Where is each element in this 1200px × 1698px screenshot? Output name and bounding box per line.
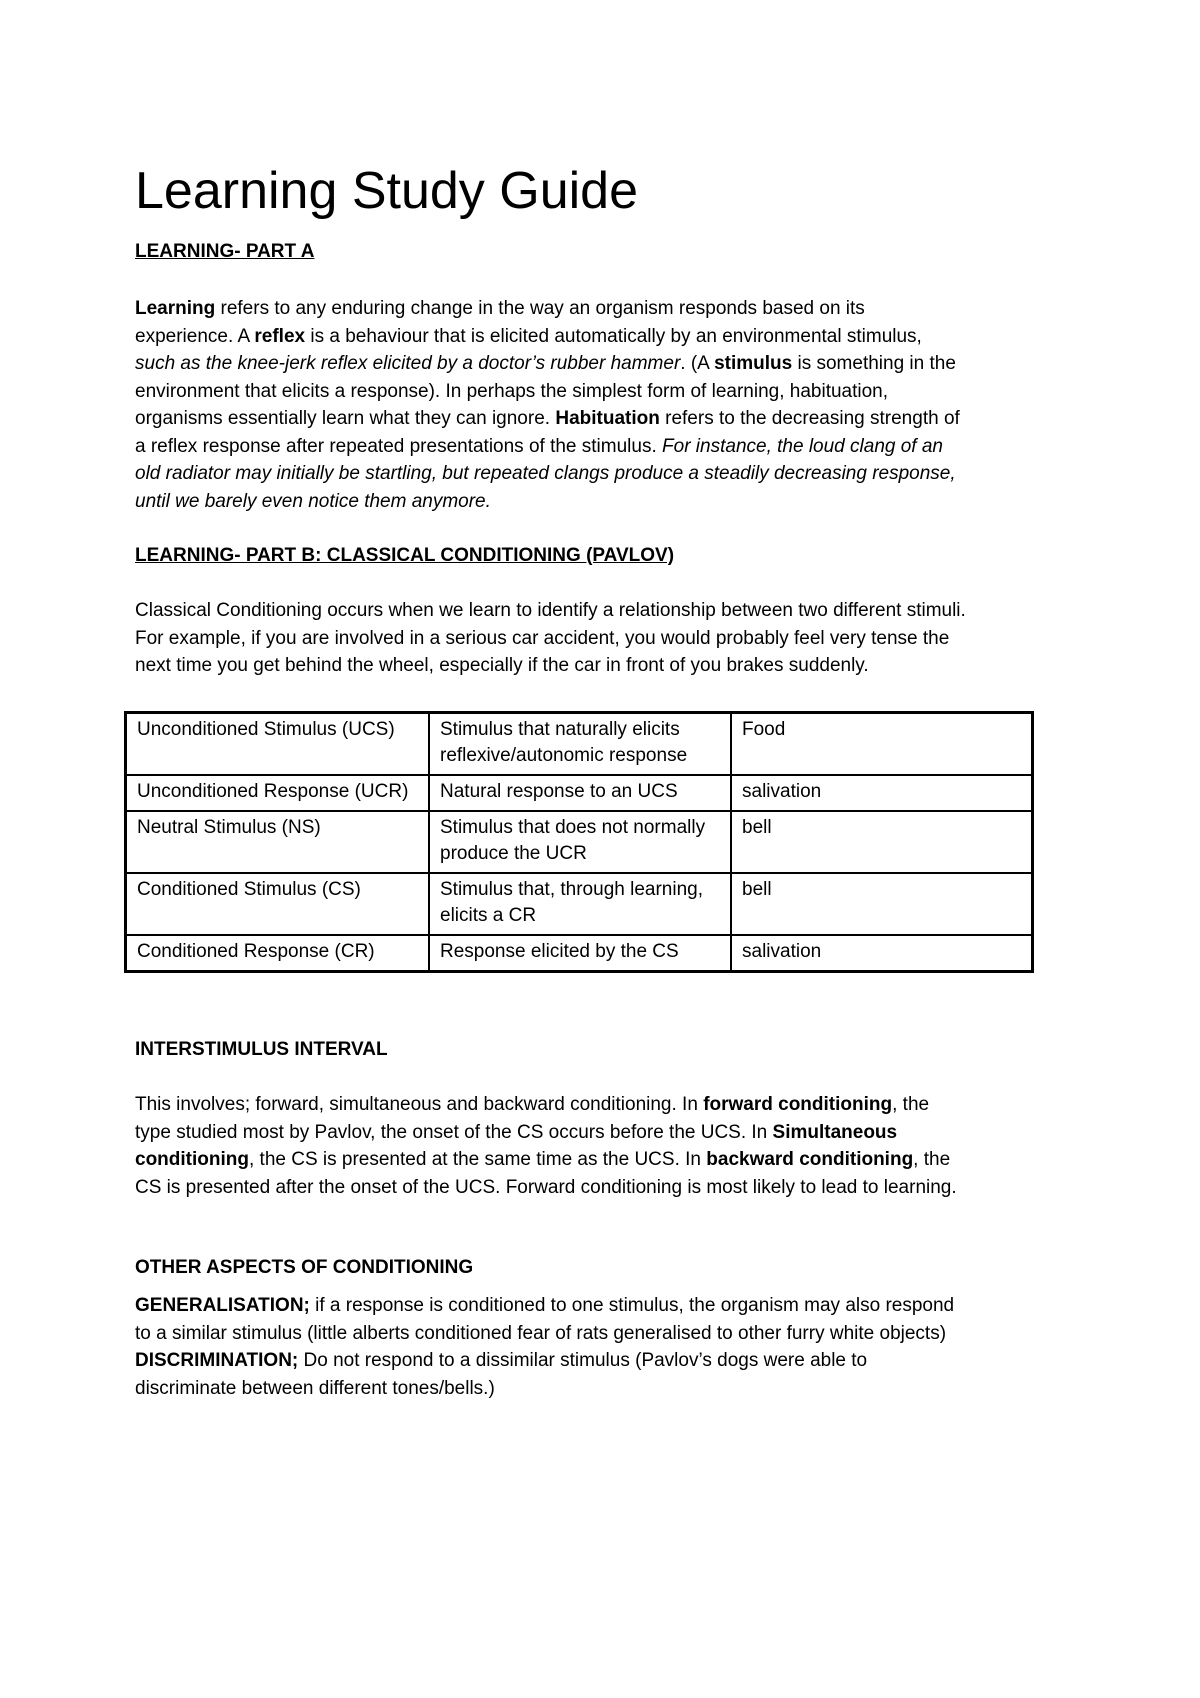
- section-heading-interstimulus-interval: INTERSTIMULUS INTERVAL: [135, 1038, 388, 1060]
- text-run: refers to the decreasing strength of a reflex response after repeated presentations of the stimulus.: [135, 408, 960, 457]
- table-cell-definition: Stimulus that does not normally produce the UCR: [429, 811, 731, 873]
- table-cell-term: Unconditioned Stimulus (UCS): [126, 713, 430, 776]
- paragraph-part-b: Classical Conditioning occurs when we learn to identify a relationship between two different stimuli. For example, if you are involved in a serious car accident, you would probably feel very tense the next time you get behind the wheel, especially if the car in front of you brakes suddenly.: [135, 600, 966, 676]
- document-title: Learning Study Guide: [135, 161, 639, 220]
- text-run: backward conditioning: [706, 1149, 914, 1170]
- generalisation-text: [135, 1292, 967, 1347]
- conditioning-terms-table: [124, 711, 1034, 973]
- table-cell-term: Neutral Stimulus (NS): [126, 811, 430, 873]
- text-run: GENERALISATION;: [135, 1295, 310, 1316]
- table-cell-term: Conditioned Stimulus (CS): [126, 873, 430, 935]
- paragraph-part-a: [135, 295, 967, 515]
- discrimination-text: [135, 1347, 967, 1402]
- text-run: if a response is conditioned to one stimulus, the organism may also respond to a similar stimulus (little alberts conditioned fear of rats generalised to other furry white objects): [135, 1295, 955, 1344]
- paragraph-interstimulus: [135, 1091, 967, 1201]
- text-run: , the CS is presented after the onset of the UCS. Forward conditioning is most likely to lead to learning.: [135, 1149, 957, 1198]
- table-cell-definition: Natural response to an UCS: [429, 775, 731, 811]
- text-run: Learning: [135, 298, 216, 319]
- text-run: . (A: [680, 353, 715, 374]
- paragraph-other-aspects: [135, 1292, 967, 1402]
- text-run: is something in the environment that elicits a response). In perhaps the simplest form of learning, habituation, organisms essentially learn what they can ignore.: [135, 353, 956, 429]
- table-cell-example: salivation: [731, 935, 1033, 972]
- table-cell-term: Conditioned Response (CR): [126, 935, 430, 972]
- table-cell-example: bell: [731, 873, 1033, 935]
- section-heading-part-b: LEARNING- PART B: CLASSICAL CONDITIONING (PAVLOV): [135, 544, 675, 566]
- text-run: , the type studied most by Pavlov, the onset of the CS occurs before the UCS. In: [135, 1094, 930, 1143]
- table-cell-definition: Stimulus that, through learning, elicits a CR: [429, 873, 731, 935]
- table-cell-example: bell: [731, 811, 1033, 873]
- text-run: such as the knee-jerk reflex elicited by a doctor’s rubber hammer: [135, 353, 681, 374]
- table-row: [126, 873, 1033, 935]
- table-cell-example: salivation: [731, 775, 1033, 811]
- table-row: [126, 811, 1033, 873]
- text-run: This involves; forward, simultaneous and backward conditioning. In: [135, 1094, 704, 1115]
- table-row: [126, 713, 1033, 776]
- text-run: For instance, the loud clang of an old radiator may initially be startling, but repeated clangs produce a steadily decreasing response, until we barely even notice them anymore.: [135, 435, 956, 512]
- text-run: stimulus: [714, 353, 793, 374]
- text-run: refers to any enduring change in the way an organism responds based on its experience. A: [135, 298, 865, 347]
- table-row: [126, 935, 1033, 972]
- table-row: [126, 775, 1033, 811]
- text-run: , the CS is presented at the same time as the UCS. In: [248, 1149, 707, 1170]
- text-run: DISCRIMINATION;: [135, 1350, 299, 1371]
- table-cell-definition: Response elicited by the CS: [429, 935, 731, 972]
- text-run: Do not respond to a dissimilar stimulus (Pavlov’s dogs were able to discriminate between different tones/bells.): [135, 1350, 868, 1399]
- table-cell-definition: Stimulus that naturally elicits reflexive/autonomic response: [429, 713, 731, 776]
- text-run: reflex: [254, 325, 306, 347]
- section-heading-part-a: LEARNING- PART A: [135, 240, 315, 262]
- text-run: is a behaviour that is elicited automatically by an environmental stimulus,: [305, 325, 922, 347]
- section-heading-other-aspects: OTHER ASPECTS OF CONDITIONING: [135, 1256, 474, 1278]
- table-cell-term: Unconditioned Response (UCR): [126, 775, 430, 811]
- text-run: Simultaneous conditioning: [135, 1121, 898, 1170]
- text-run: Habituation: [555, 408, 660, 429]
- text-run: forward conditioning: [703, 1094, 893, 1115]
- table-cell-example: Food: [731, 713, 1033, 776]
